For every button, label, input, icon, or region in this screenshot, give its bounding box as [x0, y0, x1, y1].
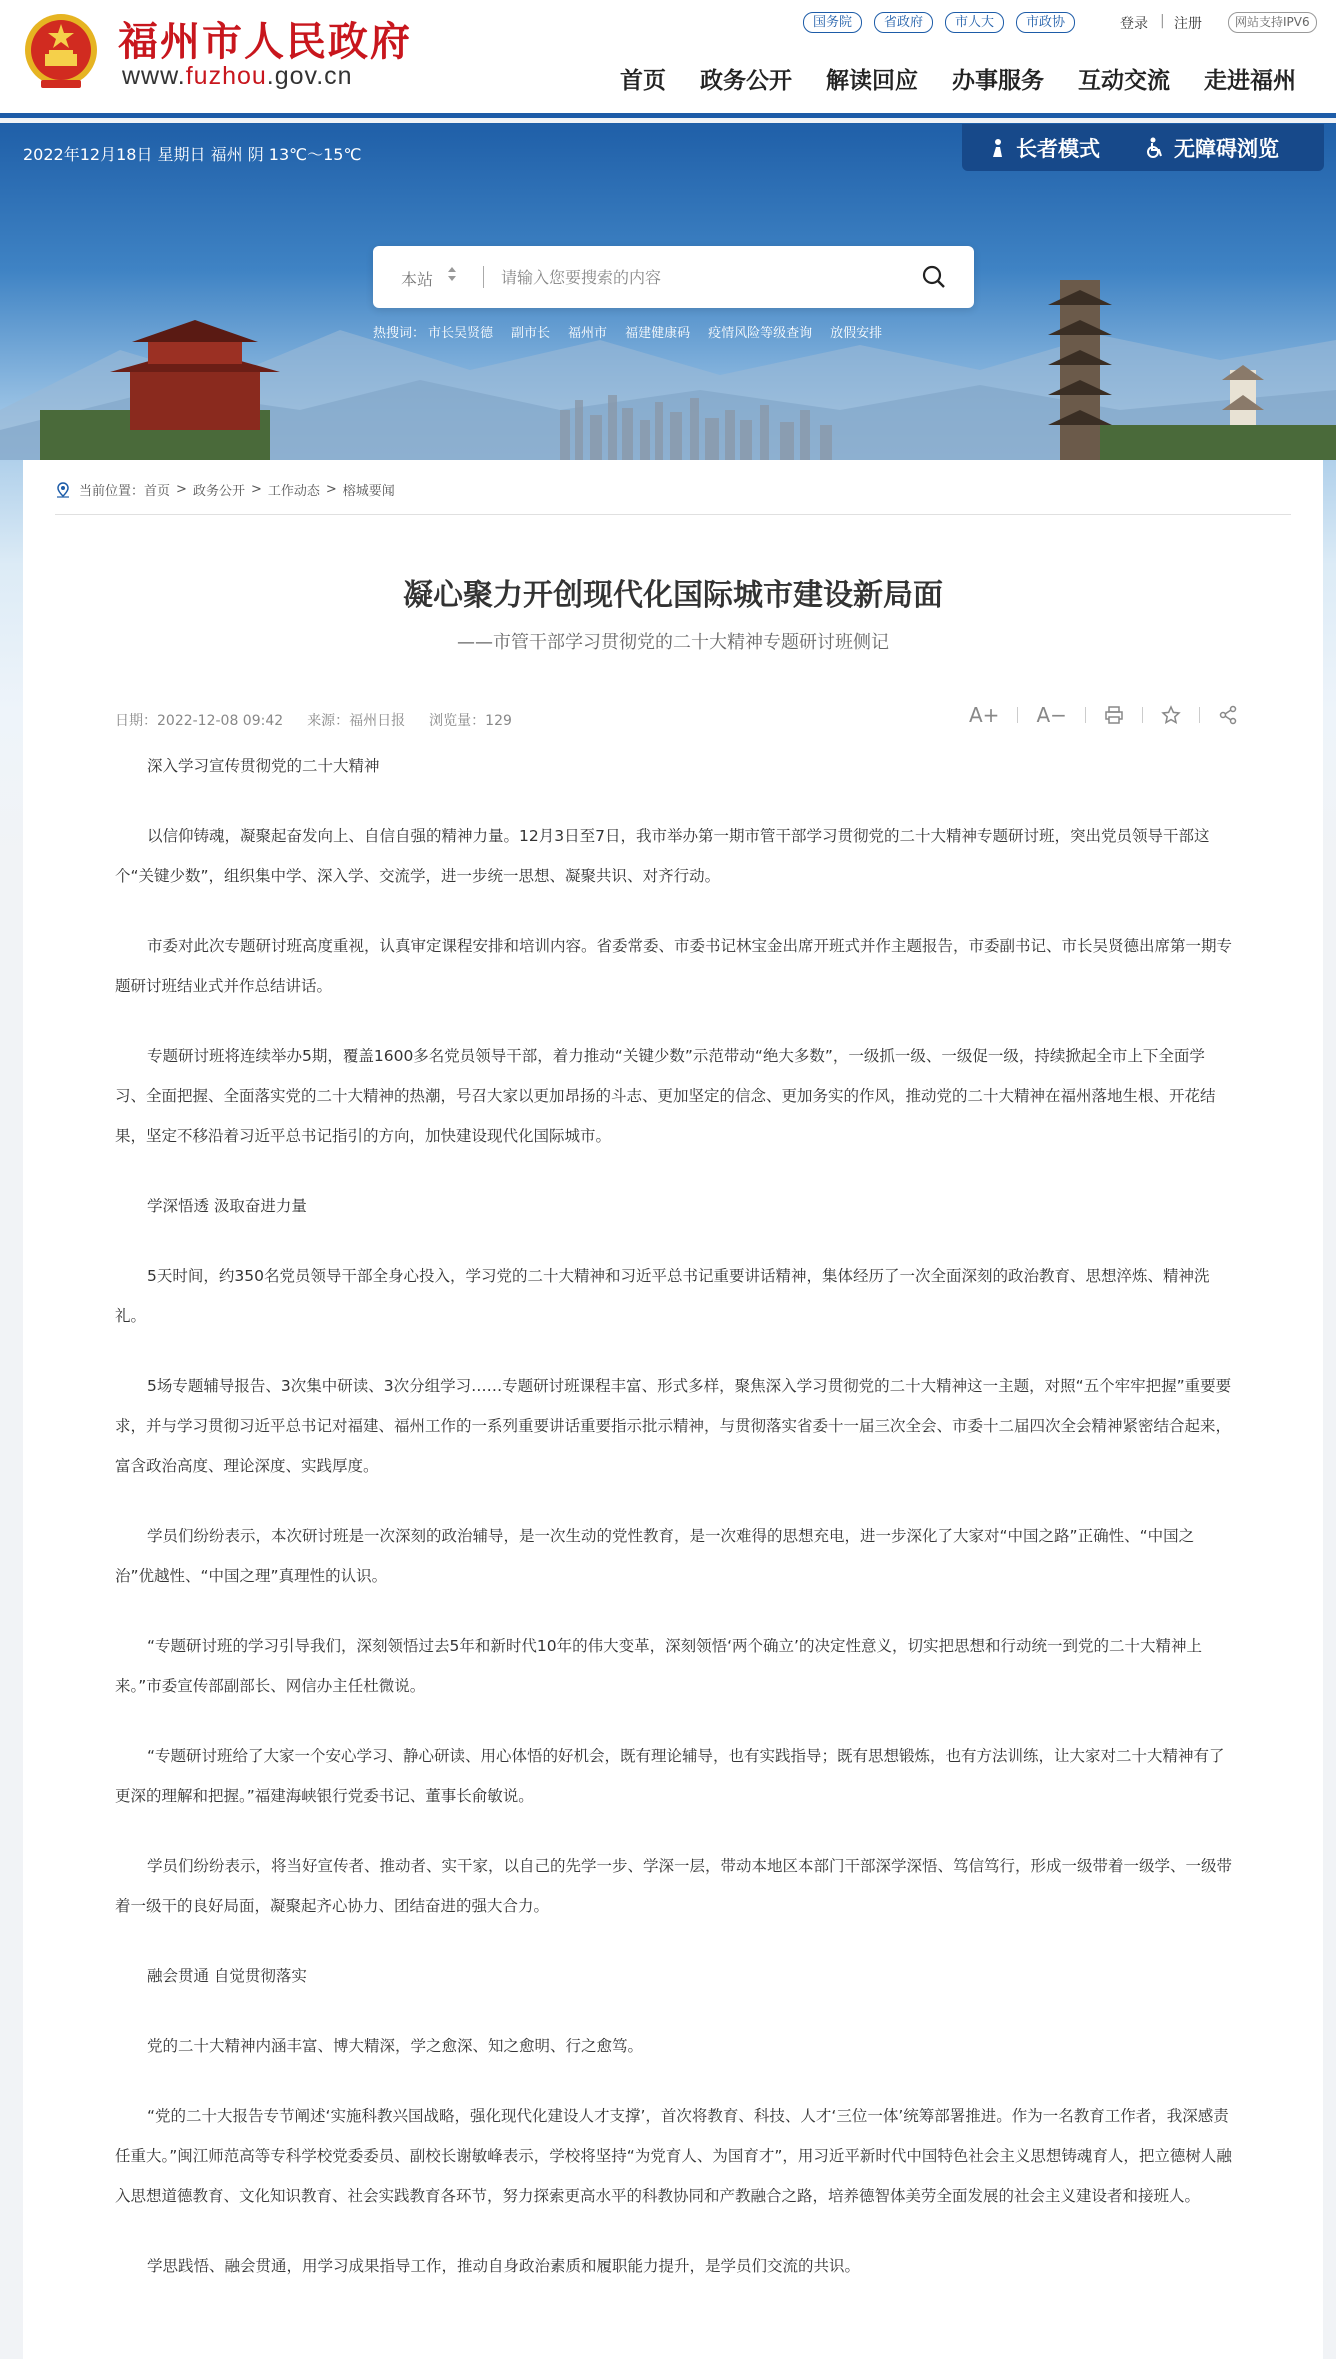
breadcrumb-separator: > [250, 482, 262, 497]
article-paragraph: “党的二十大报告专节阐述‘实施科教兴国战略，强化现代化建设人才支撑’，首次将教育、科技、人才‘三位一体’统筹部署推进。作为一名教育工作者，我深感责任重大。”闽江师范高等专科学校党委委员、副校长谢敏峰表示，学校将坚持“为党育人、为国育才”，用习近平新时代中国特色社会主义思想铸魂育人，把立德树人融入思想道德教育、文化知识教育、社会实践教育各环节，努力探索更高水平的科教协同和产教融合之路，培养德智体美劳全面发展的社会主义建设者和接班人。 [115, 2107, 1232, 2205]
search-icon[interactable] [921, 264, 947, 290]
accessible-browsing-button[interactable] [1144, 133, 1279, 163]
tool-divider [1142, 707, 1143, 723]
wheelchair-icon [1144, 137, 1166, 159]
site-url [122, 62, 353, 91]
nav-interpretation[interactable]: 解读回应 [826, 68, 918, 94]
article-paragraph: 5场专题辅导报告、3次集中研读、3次分组学习……专题研讨班课程丰富、形式多样，聚焦深入学习贯彻党的二十大精神这一主题，对照“五个牢牢把握”重要要求，并与学习贯彻习近平总书记对福建、福州工作的一系列重要讲话重要指示批示精神，与贯彻落实省委十一届三次全会、市委十二届四次全会精神紧密结合起来，富含政治高度、理论深度、实践厚度。 [115, 1377, 1232, 1475]
site-url-suffix: .gov.cn [266, 62, 353, 90]
search-box [373, 246, 974, 308]
article-paragraph: 学员们纷纷表示，将当好宣传者、推动者、实干家，以自己的先学一步、学深一层，带动本地区本部门干部深学深悟、笃信笃行，形成一级带着一级学、一级带着一级干的良好局面，凝聚起齐心协力、团结奋进的强大合力。 [115, 1857, 1233, 1915]
share-icon[interactable] [1218, 705, 1238, 725]
article-paragraph: 学员们纷纷表示，本次研讨班是一次深刻的政治辅导，是一次生动的党性教育，是一次难得的思想充电，进一步深化了大家对“中国之路”正确性、“中国之治”优越性、“中国之理”真理性的认识。 [115, 1527, 1195, 1585]
breadcrumb-divider [55, 514, 1291, 515]
site-name[interactable]: 福州市人民政府 [118, 18, 412, 65]
tool-divider [1085, 707, 1086, 723]
article-paragraph: 党的二十大精神内涵丰富、博大精深，学之愈深、知之愈明、行之愈笃。 [147, 2037, 644, 2055]
article-paragraph: 以信仰铸魂，凝聚起奋发向上、自信自强的精神力量。12月3日至7日，我市举办第一期市管干部学习贯彻党的二十大精神专题研讨班，突出党员领导干部这个“关键少数”，组织集中学、深入学、交流学，进一步统一思想、凝聚共识、对齐行动。 [115, 827, 1210, 885]
login-link[interactable]: 登录 [1120, 16, 1148, 32]
elder-icon [988, 138, 1008, 158]
breadcrumb-label: 当前位置： [79, 484, 145, 499]
nav-interaction[interactable]: 互动交流 [1078, 68, 1170, 94]
article-paragraph: “专题研讨班给了大家一个安心学习、静心研读、用心体悟的好机会，既有理论辅导，也有实践指导；既有思想锻炼，也有方法训练，让大家对二十大精神有了更深的理解和把握。”福建海峡银行党委书记、董事长俞敏说。 [115, 1747, 1225, 1805]
hot-word[interactable]: 市长吴贤德 [428, 326, 494, 341]
breadcrumb-separator: > [325, 482, 337, 497]
search-scope-select[interactable]: 本站 [401, 270, 434, 289]
breadcrumb-government-affairs[interactable]: 政务公开 [192, 484, 245, 499]
article-section-heading: 深入学习宣传贯彻党的二十大精神 [147, 757, 380, 775]
search-divider [483, 266, 484, 288]
site-url-prefix: www. [122, 62, 186, 90]
accessibility-bar [962, 124, 1324, 171]
main-nav [620, 62, 1296, 95]
article-source: 来源：福州日报 [307, 713, 406, 729]
article-views: 浏览量：129 [429, 713, 512, 729]
tool-divider [1199, 707, 1200, 723]
article-section-heading: 学深悟透 汲取奋进力量 [147, 1197, 307, 1215]
breadcrumb-home[interactable]: 首页 [144, 484, 171, 499]
article-paragraph: “专题研讨班的学习引导我们，深刻领悟过去5年和新时代10年的伟大变革，深刻领悟‘两个确立’的决定性意义，切实把思想和行动统一到党的二十大精神上来。”市委宣传部副部长、网信办主任杜微说。 [115, 1637, 1202, 1695]
site-url-domain: fuzhou [185, 62, 267, 90]
print-icon[interactable] [1104, 705, 1124, 725]
font-decrease-button[interactable]: A− [1036, 703, 1067, 727]
article-title: 凝心聚力开创现代化国际城市建设新局面 [403, 578, 943, 613]
quick-link-municipal-congress[interactable]: 市人大 [945, 12, 1004, 33]
article-date: 日期：2022-12-08 09:42 [115, 713, 284, 729]
article-paragraph: 学思践悟、融会贯通，用学习成果指导工作，推动自身政治素质和履职能力提升，是学员们交流的共识。 [147, 2257, 861, 2275]
article-paragraph: 5天时间，约350名党员领导干部全身心投入，学习党的二十大精神和习近平总书记重要讲话精神，集体经历了一次全面深刻的政治教育、思想淬炼、精神洗礼。 [115, 1267, 1210, 1325]
article-section-heading: 融会贯通 自觉贯彻落实 [147, 1967, 307, 1985]
register-link[interactable]: 注册 [1174, 16, 1202, 32]
hot-word[interactable]: 福州市 [568, 326, 608, 341]
hot-word[interactable]: 福建健康码 [625, 326, 691, 341]
hot-words-label: 热搜词： [373, 326, 426, 341]
article-paragraph: 市委对此次专题研讨班高度重视，认真审定课程安排和培训内容。省委常委、市委书记林宝金出席开班式并作主题报告，市委副书记、市长吴贤德出席第一期专题研讨班结业式并作总结讲话。 [115, 937, 1233, 995]
nav-services[interactable]: 办事服务 [952, 68, 1044, 94]
login-register-separator: | [1160, 13, 1165, 29]
location-pin-icon [55, 482, 71, 498]
national-emblem-icon[interactable] [23, 12, 99, 92]
ipv6-badge: 网站支持IPV6 [1228, 12, 1317, 33]
article-body [115, 746, 1232, 2316]
date-weather: 2022年12月18日 星期日 福州 阴 13℃～15℃ [23, 145, 362, 164]
site-header [0, 0, 1336, 118]
article-tools [969, 703, 1238, 727]
quick-link-state-council[interactable]: 国务院 [803, 12, 862, 33]
font-increase-button[interactable]: A+ [969, 703, 1000, 727]
elder-mode-button[interactable] [988, 133, 1100, 163]
quick-link-cppcc[interactable]: 市政协 [1016, 12, 1075, 33]
search-input[interactable] [501, 262, 901, 292]
quick-link-provincial-government[interactable]: 省政府 [874, 12, 933, 33]
hot-word[interactable]: 疫情风险等级查询 [708, 326, 813, 341]
quick-links [803, 12, 1075, 33]
article-meta [115, 710, 536, 730]
breadcrumb-separator: > [176, 482, 187, 497]
breadcrumb [55, 480, 395, 499]
hot-word[interactable]: 副市长 [511, 326, 551, 341]
elder-mode-label: 长者模式 [1016, 136, 1100, 161]
nav-about-fuzhou[interactable]: 走进福州 [1204, 68, 1296, 94]
tool-divider [1017, 707, 1018, 723]
nav-government-affairs[interactable]: 政务公开 [700, 68, 792, 94]
article-paragraph: 专题研讨班将连续举办5期，覆盖1600多名党员领导干部，着力推动“关键少数”示范带动“绝大多数”，一级抓一级、一级促一级，持续掀起全市上下全面学习、全面把握、全面落实党的二十大精神的热潮，号召大家以更加昂扬的斗志、更加坚定的信念、更加务实的作风，推动党的二十大精神在福州落地生根、开花结果，坚定不移沿着习近平总书记指引的方向，加快建设现代化国际城市。 [115, 1047, 1216, 1145]
hot-search-words [373, 322, 900, 341]
breadcrumb-work-news[interactable]: 工作动态 [267, 484, 320, 499]
accessible-browsing-label: 无障碍浏览 [1174, 136, 1279, 161]
article-subtitle: ——市管干部学习贯彻党的二十大精神专题研讨班侧记 [457, 632, 889, 653]
article-container [23, 460, 1323, 2359]
breadcrumb-city-news[interactable]: 榕城要闻 [342, 484, 395, 499]
nav-home[interactable]: 首页 [620, 68, 666, 94]
hot-word[interactable]: 放假安排 [830, 326, 883, 341]
scope-updown-icon [447, 264, 457, 284]
favorite-star-icon[interactable] [1161, 705, 1181, 725]
